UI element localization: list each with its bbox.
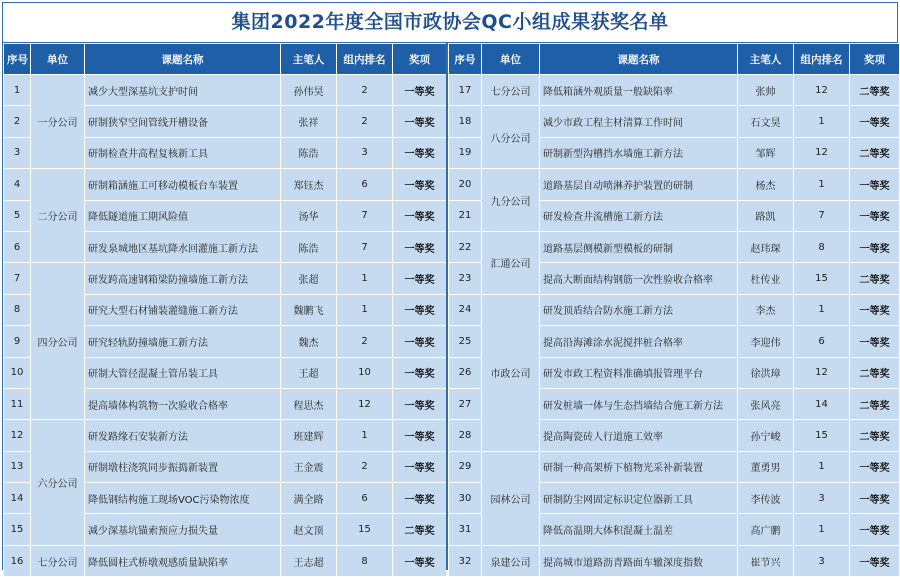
author-name: 张祥 [281,106,337,137]
author-name: 赵玮琛 [738,231,794,262]
group-rank: 1 [794,451,850,482]
author-name: 杨杰 [738,169,794,200]
award-level: 二等奖 [850,263,900,294]
group-rank: 2 [337,326,393,357]
author-name: 张帅 [738,75,794,106]
topic-name: 提高大断面结构钢筋一次性验收合格率 [540,263,738,294]
award-table-left [3,43,447,577]
row-number: 7 [4,263,31,294]
award-level: 一等奖 [393,483,447,514]
author-name: 王金震 [281,451,337,482]
author-name: 杜传业 [738,263,794,294]
row-number: 18 [449,106,482,137]
group-rank: 2 [337,451,393,482]
header-award: 奖项 [393,44,447,75]
table-body-left [4,75,447,577]
author-name: 路凯 [738,200,794,231]
table-row [449,294,900,325]
topic-name: 研制狭窄空间管线开槽设备 [85,106,281,137]
topic-name: 降低箱涵外观质量一般缺陷率 [540,75,738,106]
row-number: 11 [4,388,31,419]
topic-name: 研发跨高速钢箱梁防撞墙施工新方法 [85,263,281,294]
author-name: 邹辉 [738,137,794,168]
topic-name: 研究大型石材铺装灌缝施工新方法 [85,294,281,325]
award-level: 一等奖 [393,294,447,325]
table-row [4,169,447,200]
award-level: 一等奖 [850,294,900,325]
group-rank: 6 [337,483,393,514]
group-rank: 12 [794,137,850,168]
group-rank: 15 [794,263,850,294]
award-level: 一等奖 [850,231,900,262]
topic-name: 研发桩墙一体与生态挡墙结合施工新方法 [540,388,738,419]
table-header-row [449,44,900,75]
group-rank: 1 [794,169,850,200]
topic-name: 降低隧道施工期风险值 [85,200,281,231]
award-level: 一等奖 [393,75,447,106]
table-header-row [4,44,447,75]
header-topic: 课题名称 [540,44,738,75]
unit-name: 四分公司 [31,263,85,420]
right-table-panel [446,43,899,570]
group-rank: 8 [794,231,850,262]
group-rank: 7 [794,200,850,231]
unit-name: 汇通公司 [482,231,540,294]
topic-name: 研制箱涵施工可移动模板台车装置 [85,169,281,200]
topic-name: 提高城市道路沥青路面车辙深度指数 [540,545,738,576]
unit-name: 园林公司 [482,451,540,545]
table-body-right [449,75,900,577]
header-author: 主笔人 [281,44,337,75]
row-number: 1 [4,75,31,106]
group-rank: 7 [337,200,393,231]
row-number: 23 [449,263,482,294]
topic-name: 研发泉城地区基坑降水回灌施工新方法 [85,231,281,262]
award-level: 一等奖 [393,451,447,482]
author-name: 赵文顶 [281,514,337,545]
unit-name: 二分公司 [31,169,85,263]
topic-name: 提高沿海滩涂水泥搅拌桩合格率 [540,326,738,357]
award-level: 一等奖 [393,420,447,451]
author-name: 徐洪璋 [738,357,794,388]
header-unit: 单位 [482,44,540,75]
author-name: 李迎伟 [738,326,794,357]
table-row [4,263,447,294]
unit-name: 一分公司 [31,75,85,169]
row-number: 24 [449,294,482,325]
award-level: 一等奖 [850,106,900,137]
group-rank: 3 [794,483,850,514]
row-number: 14 [4,483,31,514]
author-name: 张超 [281,263,337,294]
row-number: 32 [449,545,482,576]
row-number: 25 [449,326,482,357]
award-level: 一等奖 [393,357,447,388]
row-number: 3 [4,137,31,168]
topic-name: 道路基层自动喷淋养护装置的研制 [540,169,738,200]
left-table-panel [3,43,446,570]
award-level: 一等奖 [393,106,447,137]
row-number: 27 [449,388,482,419]
topic-name: 研制防尘网固定标识定位器新工具 [540,483,738,514]
award-level: 二等奖 [850,420,900,451]
table-row [4,420,447,451]
award-level: 一等奖 [850,451,900,482]
header-rank: 组内排名 [794,44,850,75]
award-list-document [2,2,898,570]
unit-name: 六分公司 [31,420,85,546]
table-row [449,75,900,106]
award-level: 一等奖 [850,545,900,576]
award-level: 二等奖 [850,137,900,168]
group-rank: 1 [337,263,393,294]
unit-name: 八分公司 [482,106,540,169]
row-number: 21 [449,200,482,231]
document-title: 集团2022年度全国市政协会QC小组成果获奖名单 [3,3,897,43]
unit-name: 七分公司 [482,75,540,106]
group-rank: 15 [337,514,393,545]
unit-name: 七分公司 [31,545,85,576]
topic-name: 提高墙体构筑物一次验收合格率 [85,388,281,419]
table-row [449,169,900,200]
award-level: 一等奖 [393,169,447,200]
group-rank: 1 [337,420,393,451]
award-level: 二等奖 [850,75,900,106]
group-rank: 15 [794,420,850,451]
header-author: 主笔人 [738,44,794,75]
author-name: 魏杰 [281,326,337,357]
row-number: 22 [449,231,482,262]
row-number: 2 [4,106,31,137]
topic-name: 降低钢结构施工现场VOC污染物浓度 [85,483,281,514]
topic-name: 研制大管径混凝土管吊装工具 [85,357,281,388]
award-level: 一等奖 [850,200,900,231]
row-number: 13 [4,451,31,482]
author-name: 高广鹏 [738,514,794,545]
group-rank: 1 [794,514,850,545]
topic-name: 提高陶瓷砖人行道施工效率 [540,420,738,451]
award-level: 一等奖 [393,137,447,168]
group-rank: 12 [337,388,393,419]
row-number: 26 [449,357,482,388]
topic-name: 研究轻轨防撞墙施工新方法 [85,326,281,357]
row-number: 8 [4,294,31,325]
unit-name: 市政公司 [482,294,540,451]
group-rank: 3 [337,137,393,168]
author-name: 孙宁峻 [738,420,794,451]
row-number: 31 [449,514,482,545]
row-number: 20 [449,169,482,200]
author-name: 石文昊 [738,106,794,137]
group-rank: 6 [794,326,850,357]
topic-name: 降低圆柱式桥墩观感质量缺陷率 [85,545,281,576]
unit-name: 泉建公司 [482,545,540,576]
topic-name: 降低高温期大体积混凝土温差 [540,514,738,545]
author-name: 董勇男 [738,451,794,482]
unit-name: 九分公司 [482,169,540,232]
author-name: 汤华 [281,200,337,231]
table-row [4,545,447,576]
table-row [449,545,900,576]
award-level: 一等奖 [850,169,900,200]
author-name: 魏鹏飞 [281,294,337,325]
table-row [449,106,900,137]
group-rank: 2 [337,75,393,106]
topic-name: 减少市政工程主材清算工作时间 [540,106,738,137]
author-name: 满全路 [281,483,337,514]
row-number: 15 [4,514,31,545]
author-name: 王志超 [281,545,337,576]
award-level: 一等奖 [850,514,900,545]
group-rank: 1 [794,294,850,325]
row-number: 10 [4,357,31,388]
topic-name: 研发检查井流槽施工新方法 [540,200,738,231]
author-name: 班建辉 [281,420,337,451]
header-rank: 组内排名 [337,44,393,75]
award-level: 一等奖 [850,326,900,357]
group-rank: 8 [337,545,393,576]
table-row [449,451,900,482]
header-award: 奖项 [850,44,900,75]
award-level: 二等奖 [850,388,900,419]
award-level: 一等奖 [393,263,447,294]
group-rank: 1 [794,106,850,137]
award-level: 二等奖 [850,357,900,388]
group-rank: 2 [337,106,393,137]
award-level: 二等奖 [393,514,447,545]
group-rank: 10 [337,357,393,388]
tables-container [3,43,897,570]
group-rank: 7 [337,231,393,262]
group-rank: 6 [337,169,393,200]
award-level: 一等奖 [850,483,900,514]
topic-name: 道路基层侧模新型模板的研制 [540,231,738,262]
award-level: 一等奖 [393,326,447,357]
row-number: 12 [4,420,31,451]
author-name: 李传波 [738,483,794,514]
row-number: 16 [4,545,31,576]
award-table-right [448,43,900,577]
topic-name: 研制检查井高程复核新工具 [85,137,281,168]
topic-name: 研制一种高架桥下植物光采补新装置 [540,451,738,482]
row-number: 29 [449,451,482,482]
header-no: 序号 [4,44,31,75]
author-name: 陈浩 [281,231,337,262]
award-level: 一等奖 [393,200,447,231]
author-name: 王超 [281,357,337,388]
row-number: 28 [449,420,482,451]
topic-name: 研制墩柱浇筑同步振捣新装置 [85,451,281,482]
author-name: 李杰 [738,294,794,325]
topic-name: 研发顶盾结合防水施工新方法 [540,294,738,325]
table-row [449,231,900,262]
topic-name: 减少深基坑锚索预应力损失量 [85,514,281,545]
row-number: 17 [449,75,482,106]
group-rank: 1 [337,294,393,325]
award-level: 一等奖 [393,388,447,419]
author-name: 张风亮 [738,388,794,419]
table-row [4,75,447,106]
author-name: 程思杰 [281,388,337,419]
award-level: 一等奖 [393,231,447,262]
row-number: 5 [4,200,31,231]
row-number: 9 [4,326,31,357]
row-number: 4 [4,169,31,200]
row-number: 6 [4,231,31,262]
group-rank: 3 [794,545,850,576]
author-name: 孙伟昊 [281,75,337,106]
author-name: 郑钰杰 [281,169,337,200]
group-rank: 12 [794,357,850,388]
header-no: 序号 [449,44,482,75]
topic-name: 研发市政工程资料准确填报管理平台 [540,357,738,388]
topic-name: 研发路缘石安装新方法 [85,420,281,451]
group-rank: 14 [794,388,850,419]
header-topic: 课题名称 [85,44,281,75]
award-level: 一等奖 [393,545,447,576]
topic-name: 研制新型沟槽挡水墙施工新方法 [540,137,738,168]
row-number: 19 [449,137,482,168]
topic-name: 减少大型深基坑支护时间 [85,75,281,106]
group-rank: 12 [794,75,850,106]
header-unit: 单位 [31,44,85,75]
author-name: 陈浩 [281,137,337,168]
author-name: 崔节兴 [738,545,794,576]
row-number: 30 [449,483,482,514]
